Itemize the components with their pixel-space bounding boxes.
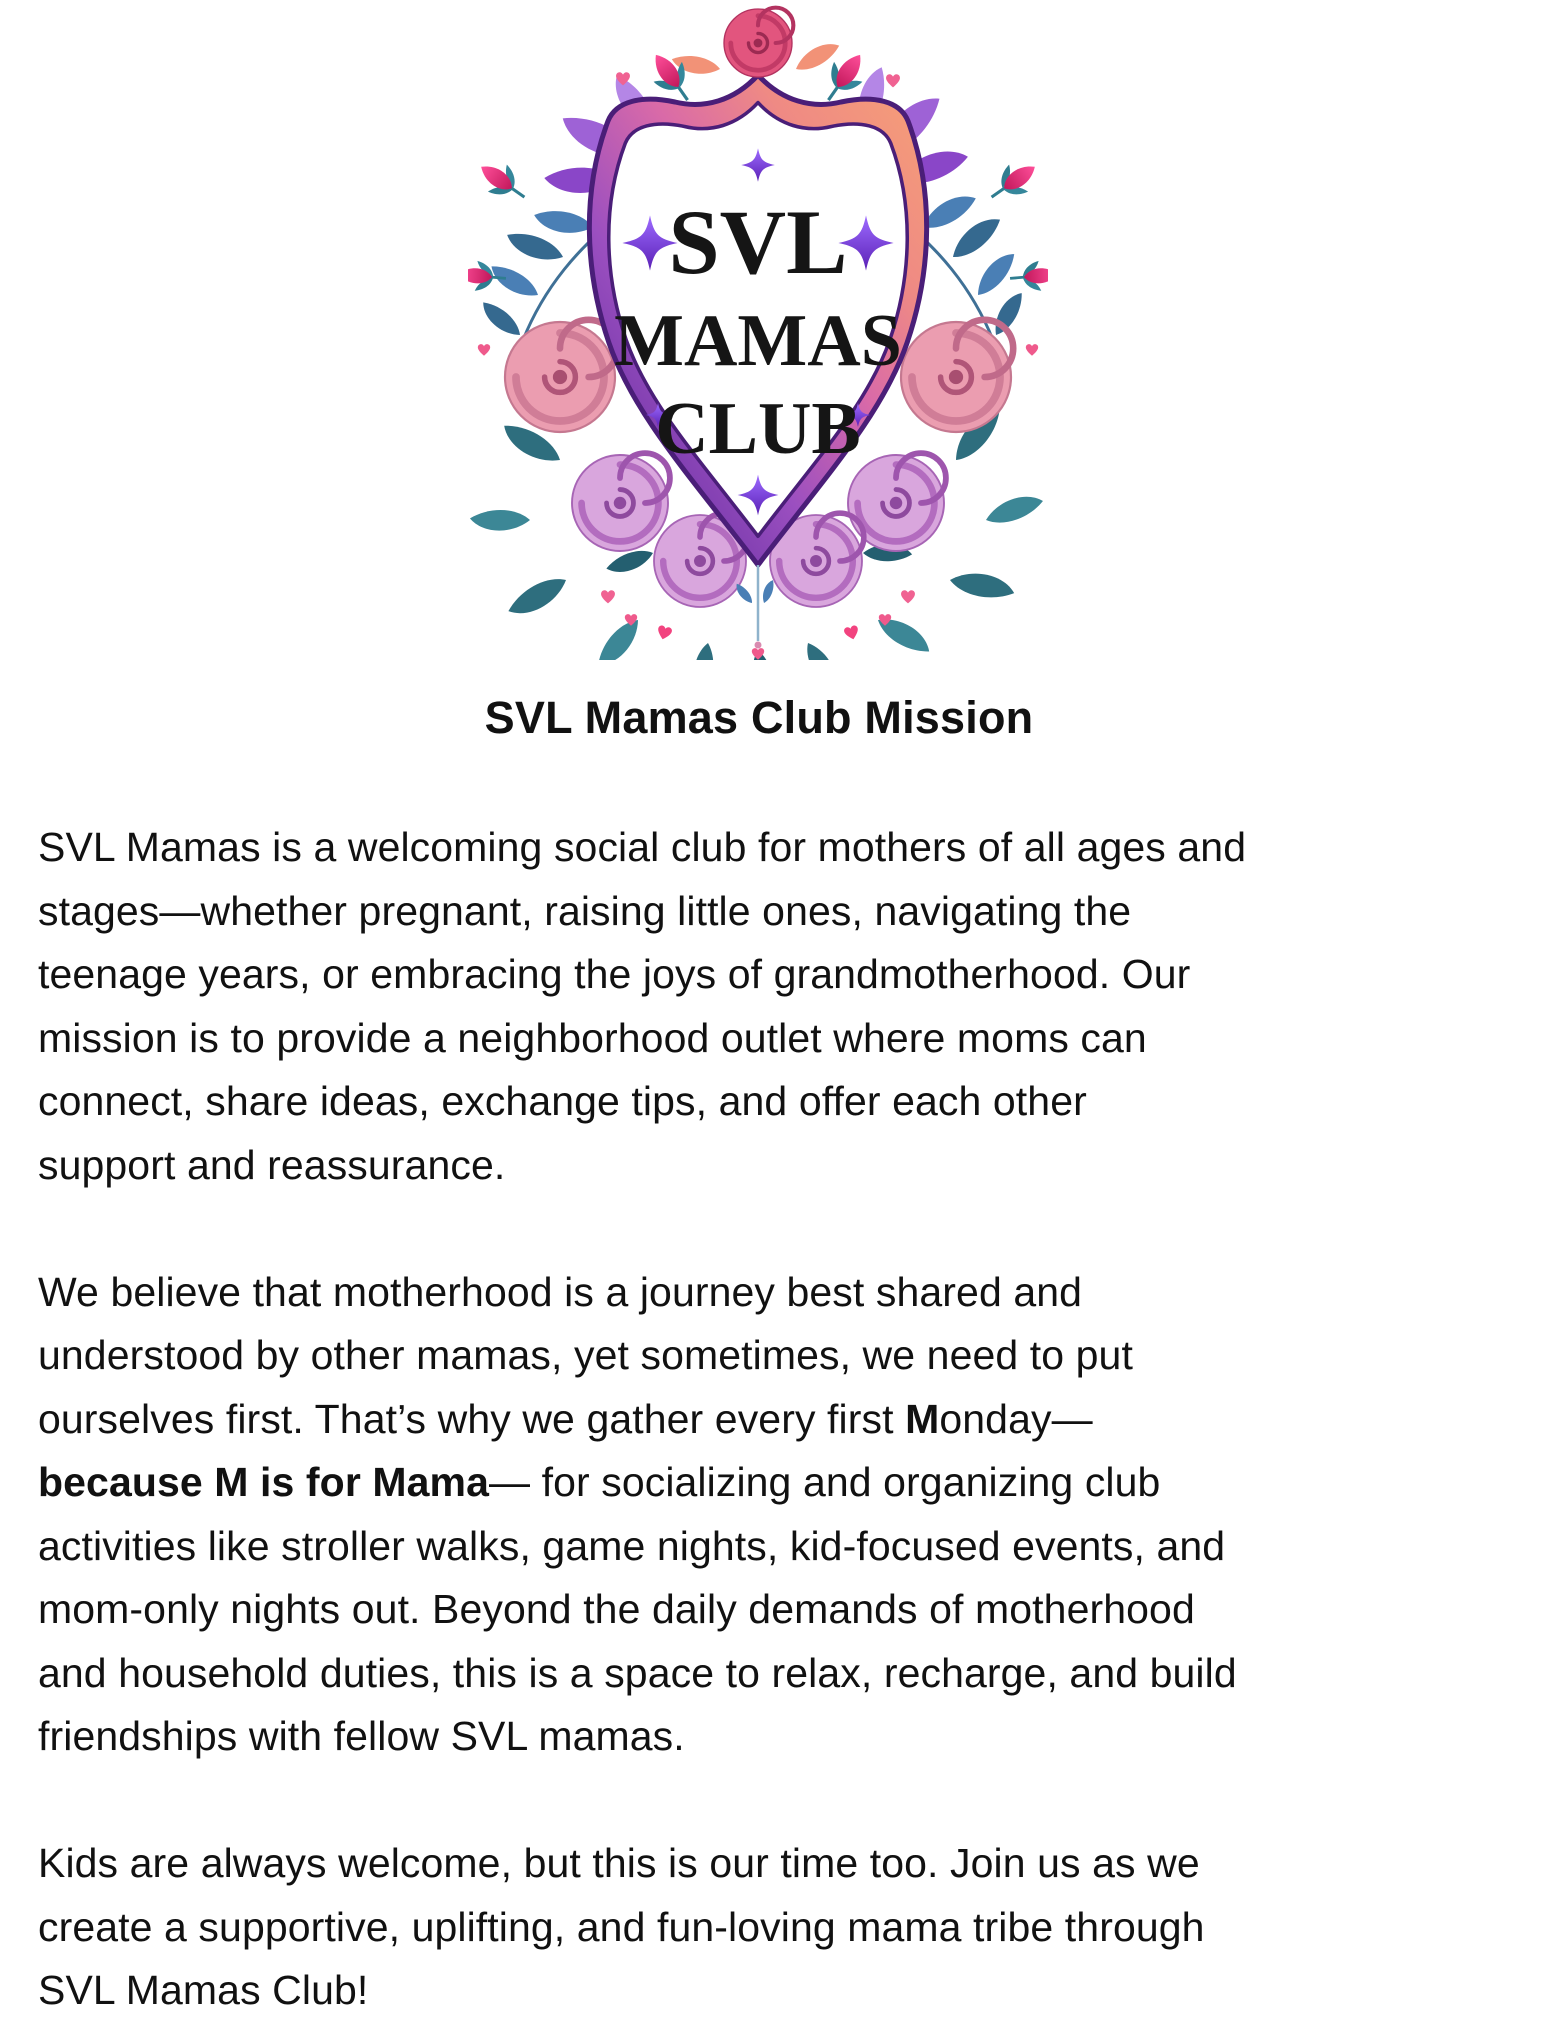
club-badge-svg [468, 5, 1048, 660]
text-segment: Kids are always welcome, but this is our time too. Join us as we [38, 1840, 1200, 1886]
mission-paragraph [38, 1261, 1480, 1769]
text-segment: onday— [939, 1395, 1093, 1442]
text-segment: SVL Mamas Club! [38, 1967, 369, 2013]
text-line [38, 1324, 1480, 1388]
text-segment: mom-only nights out. Beyond the daily demands of motherhood [38, 1586, 1195, 1632]
text-segment: — for socializing and organizing club [488, 1459, 1161, 1505]
page-title: SVL Mamas Club Mission [484, 692, 1034, 743]
text-line [38, 1896, 1480, 1960]
text-segment: activities like stroller walks, game nights, kid-focused events, and [38, 1522, 1226, 1569]
text-line [38, 880, 1480, 944]
text-line [38, 1451, 1480, 1515]
mission-paragraph [38, 1832, 1480, 2023]
text-line [38, 1705, 1480, 1769]
text-segment: SVL Mamas is a welcoming social club for mothers of all ages and [38, 824, 1247, 870]
text-line [38, 1642, 1480, 1706]
mission-paragraphs [38, 816, 1480, 2023]
text-segment: support and reassurance. [38, 1141, 506, 1188]
text-segment: understood by other mamas, yet sometimes, we need to put [38, 1332, 1133, 1378]
text-line [38, 1388, 1480, 1452]
text-segment: and household duties, this is a space to relax, recharge, and build [38, 1649, 1237, 1696]
text-line [38, 1134, 1480, 1198]
text-segment: create a supportive, uplifting, and fun-loving mama tribe through [38, 1903, 1205, 1950]
text-segment: mission is to provide a neighborhood outlet where moms can [38, 1014, 1147, 1061]
text-line [38, 1832, 1480, 1896]
text-line [38, 1515, 1480, 1579]
shield-word-svl: SVL [668, 191, 848, 293]
text-line [38, 1578, 1480, 1642]
text-line [38, 1007, 1480, 1071]
club-badge-logo [468, 5, 1048, 660]
document-page [0, 5, 1545, 2023]
text-line [38, 1070, 1480, 1134]
text-segment: We believe that motherhood is a journey best shared and [38, 1268, 1083, 1315]
shield-word-club: CLUB [655, 388, 861, 470]
text-line [38, 1261, 1480, 1325]
text-line [38, 943, 1480, 1007]
text-segment: teenage years, or embracing the joys of grandmotherhood. Our [38, 951, 1191, 997]
top-rose [724, 8, 793, 77]
shield-word-mamas: MAMAS [614, 300, 902, 382]
text-segment: friendships with fellow SVL mamas. [38, 1713, 685, 1759]
bold-text-segment: M [905, 1395, 940, 1442]
text-segment: connect, share ideas, exchange tips, and offer each other [38, 1078, 1087, 1124]
text-line [38, 1959, 1480, 2023]
mission-paragraph [38, 816, 1480, 1197]
text-line [38, 816, 1480, 880]
bold-text-segment: because M is for Mama [38, 1459, 489, 1505]
text-segment: stages—whether pregnant, raising little ones, navigating the [38, 887, 1132, 934]
text-segment: ourselves first. That’s why we gather every first [38, 1395, 906, 1442]
